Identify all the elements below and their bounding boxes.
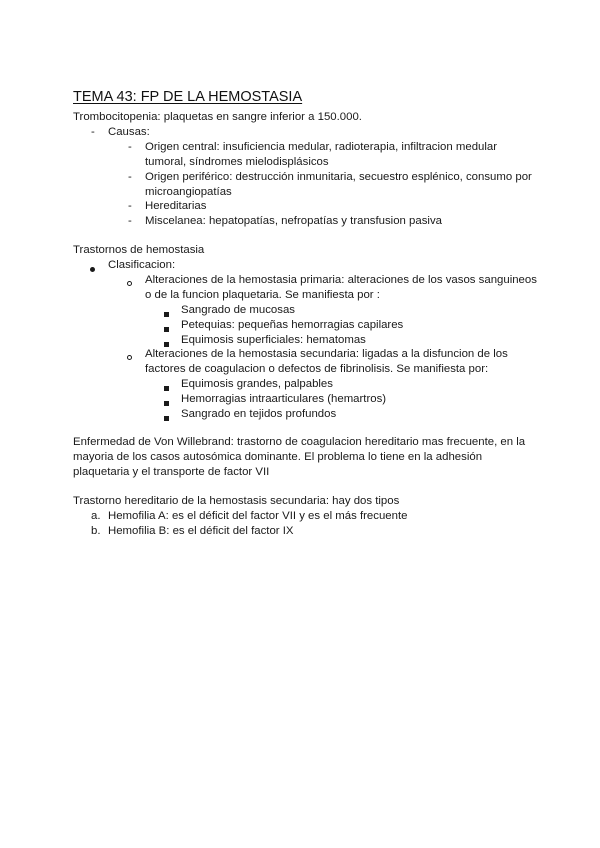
- causa-item: Hereditarias: [145, 200, 207, 212]
- primaria-manifestation: Equimosis superficiales: hematomas: [181, 334, 366, 346]
- secundaria-manifestation: Equimosis grandes, palpables: [181, 378, 333, 390]
- secundaria-text-continued: factores de coagulacion o defectos de fibrinolisis. Se manifiesta por:: [145, 363, 489, 375]
- primaria-manifestation: Sangrado de mucosas: [181, 304, 295, 316]
- causa-item: Miscelanea: hepatopatías, nefropatías y transfusion pasiva: [145, 215, 442, 227]
- dash-bullet: -: [128, 171, 132, 183]
- square-bullet: [164, 396, 169, 411]
- square-bullet: [164, 411, 169, 426]
- causa-item: Origen periférico: destrucción inmunitaria, secuestro esplénico, consumo por: [145, 171, 532, 183]
- hollow-circle-bullet: [127, 276, 132, 291]
- trombocitopenia-intro: Trombocitopenia: plaquetas en sangre inferior a 150.000.: [73, 111, 362, 123]
- causa-item: Origen central: insuficiencia medular, radioterapia, infiltracion medular: [145, 141, 498, 153]
- hollow-circle-bullet: [127, 350, 132, 365]
- clasificacion-label: Clasificacion:: [108, 259, 176, 271]
- square-bullet: [164, 307, 169, 322]
- page-title: TEMA 43: FP DE LA HEMOSTASIA: [73, 89, 303, 105]
- primaria-text: Alteraciones de la hemostasia primaria: alteraciones de los vasos sanguineos: [145, 274, 537, 286]
- square-bullet: [164, 381, 169, 396]
- dash-bullet: -: [128, 141, 132, 153]
- von-willebrand-paragraph-continued: mayoria de los casos autosómica dominante. El problema lo tiene en la adhesión: [73, 451, 483, 463]
- list-marker: b.: [91, 525, 101, 537]
- dash-bullet: -: [91, 126, 95, 138]
- secundaria-text: Alteraciones de la hemostasia secundaria: ligadas a la disfuncion de los: [145, 348, 508, 360]
- von-willebrand-paragraph: Enfermedad de Von Willebrand: trastorno de coagulacion hereditario mas frecuente, en la: [73, 436, 526, 448]
- list-marker: a.: [91, 510, 101, 522]
- dash-bullet: -: [128, 215, 132, 227]
- hemofilia-item: Hemofilia B: es el déficit del factor IX: [108, 525, 294, 537]
- causa-item-continued: tumoral, síndromes mielodisplásicos: [145, 156, 329, 168]
- trastornos-heading: Trastornos de hemostasia: [73, 244, 205, 256]
- hemofilia-heading: Trastorno hereditario de la hemostasis secundaria: hay dos tipos: [73, 495, 400, 507]
- secundaria-manifestation: Sangrado en tejidos profundos: [181, 408, 337, 420]
- hemofilia-item: Hemofilia A: es el déficit del factor VII y es el más frecuente: [108, 510, 408, 522]
- primaria-text-continued: o de la funcion plaquetaria. Se manifiesta por :: [145, 289, 380, 301]
- primaria-manifestation: Petequias: pequeñas hemorragias capilares: [181, 319, 404, 331]
- filled-circle-bullet: [90, 262, 95, 277]
- causas-label: Causas:: [108, 126, 150, 138]
- dash-bullet: -: [128, 200, 132, 212]
- causa-item-continued: microangiopatías: [145, 186, 232, 198]
- von-willebrand-paragraph-continued: plaquetaria y el transporte de factor VII: [73, 466, 270, 478]
- secundaria-manifestation: Hemorragias intraarticulares (hemartros): [181, 393, 387, 405]
- square-bullet: [164, 322, 169, 337]
